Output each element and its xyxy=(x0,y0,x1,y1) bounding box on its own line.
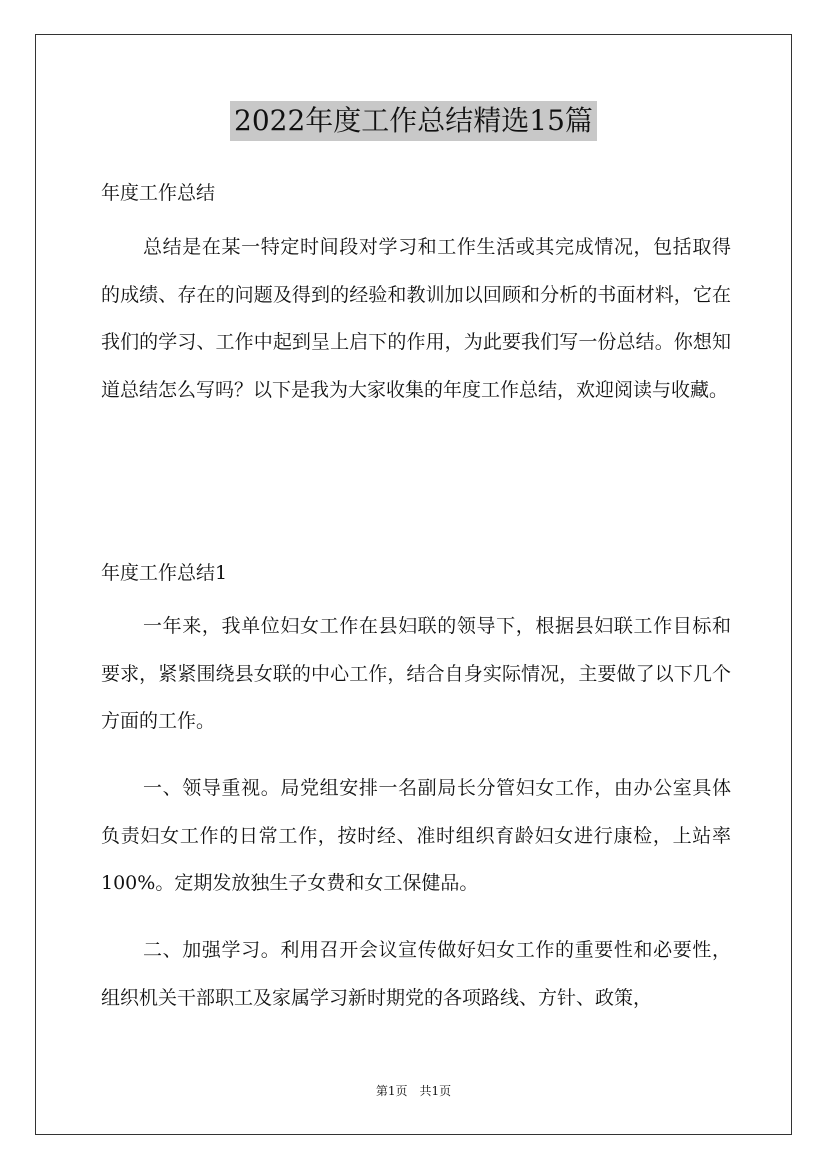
intro-paragraph: 总结是在某一特定时间段对学习和工作生活或其完成情况，包括取得的成绩、存在的问题及得到的经验和教训加以回顾和分析的书面材料，它在我们的学习、工作中起到呈上启下的作用，为此要我们写一份总结。你想知道总结怎么写吗？以下是我为大家收集的年度工作总结，欢迎阅读与收藏。 xyxy=(101,236,731,401)
document-title: 2022年度工作总结精选15篇 xyxy=(230,101,597,141)
page-footer: 第1页 共1页 xyxy=(375,1084,452,1098)
body-paragraph: 一年来，我单位妇女工作在县妇联的领导下，根据县妇联工作目标和要求，紧紧围绕县女联的中心工作，结合自身实际情况，主要做了以下几个方面的工作。 xyxy=(101,615,731,732)
body-paragraph: 二、加强学习。利用召开会议宣传做好妇女工作的重要性和必要性，组织机关干部职工及家属学习新时期党的各项路线、方针、政策， xyxy=(101,939,731,1009)
title-container xyxy=(0,101,827,141)
section-1-heading: 年度工作总结1 xyxy=(101,562,228,584)
body-paragraph: 一、领导重视。局党组安排一名副局长分管妇女工作，由办公室具体负责妇女工作的日常工作，按时经、准时组织育龄妇女进行康检，上站率100%。定期发放独生子女费和女工保健品。 xyxy=(101,777,731,894)
intro-heading: 年度工作总结 xyxy=(101,182,216,204)
